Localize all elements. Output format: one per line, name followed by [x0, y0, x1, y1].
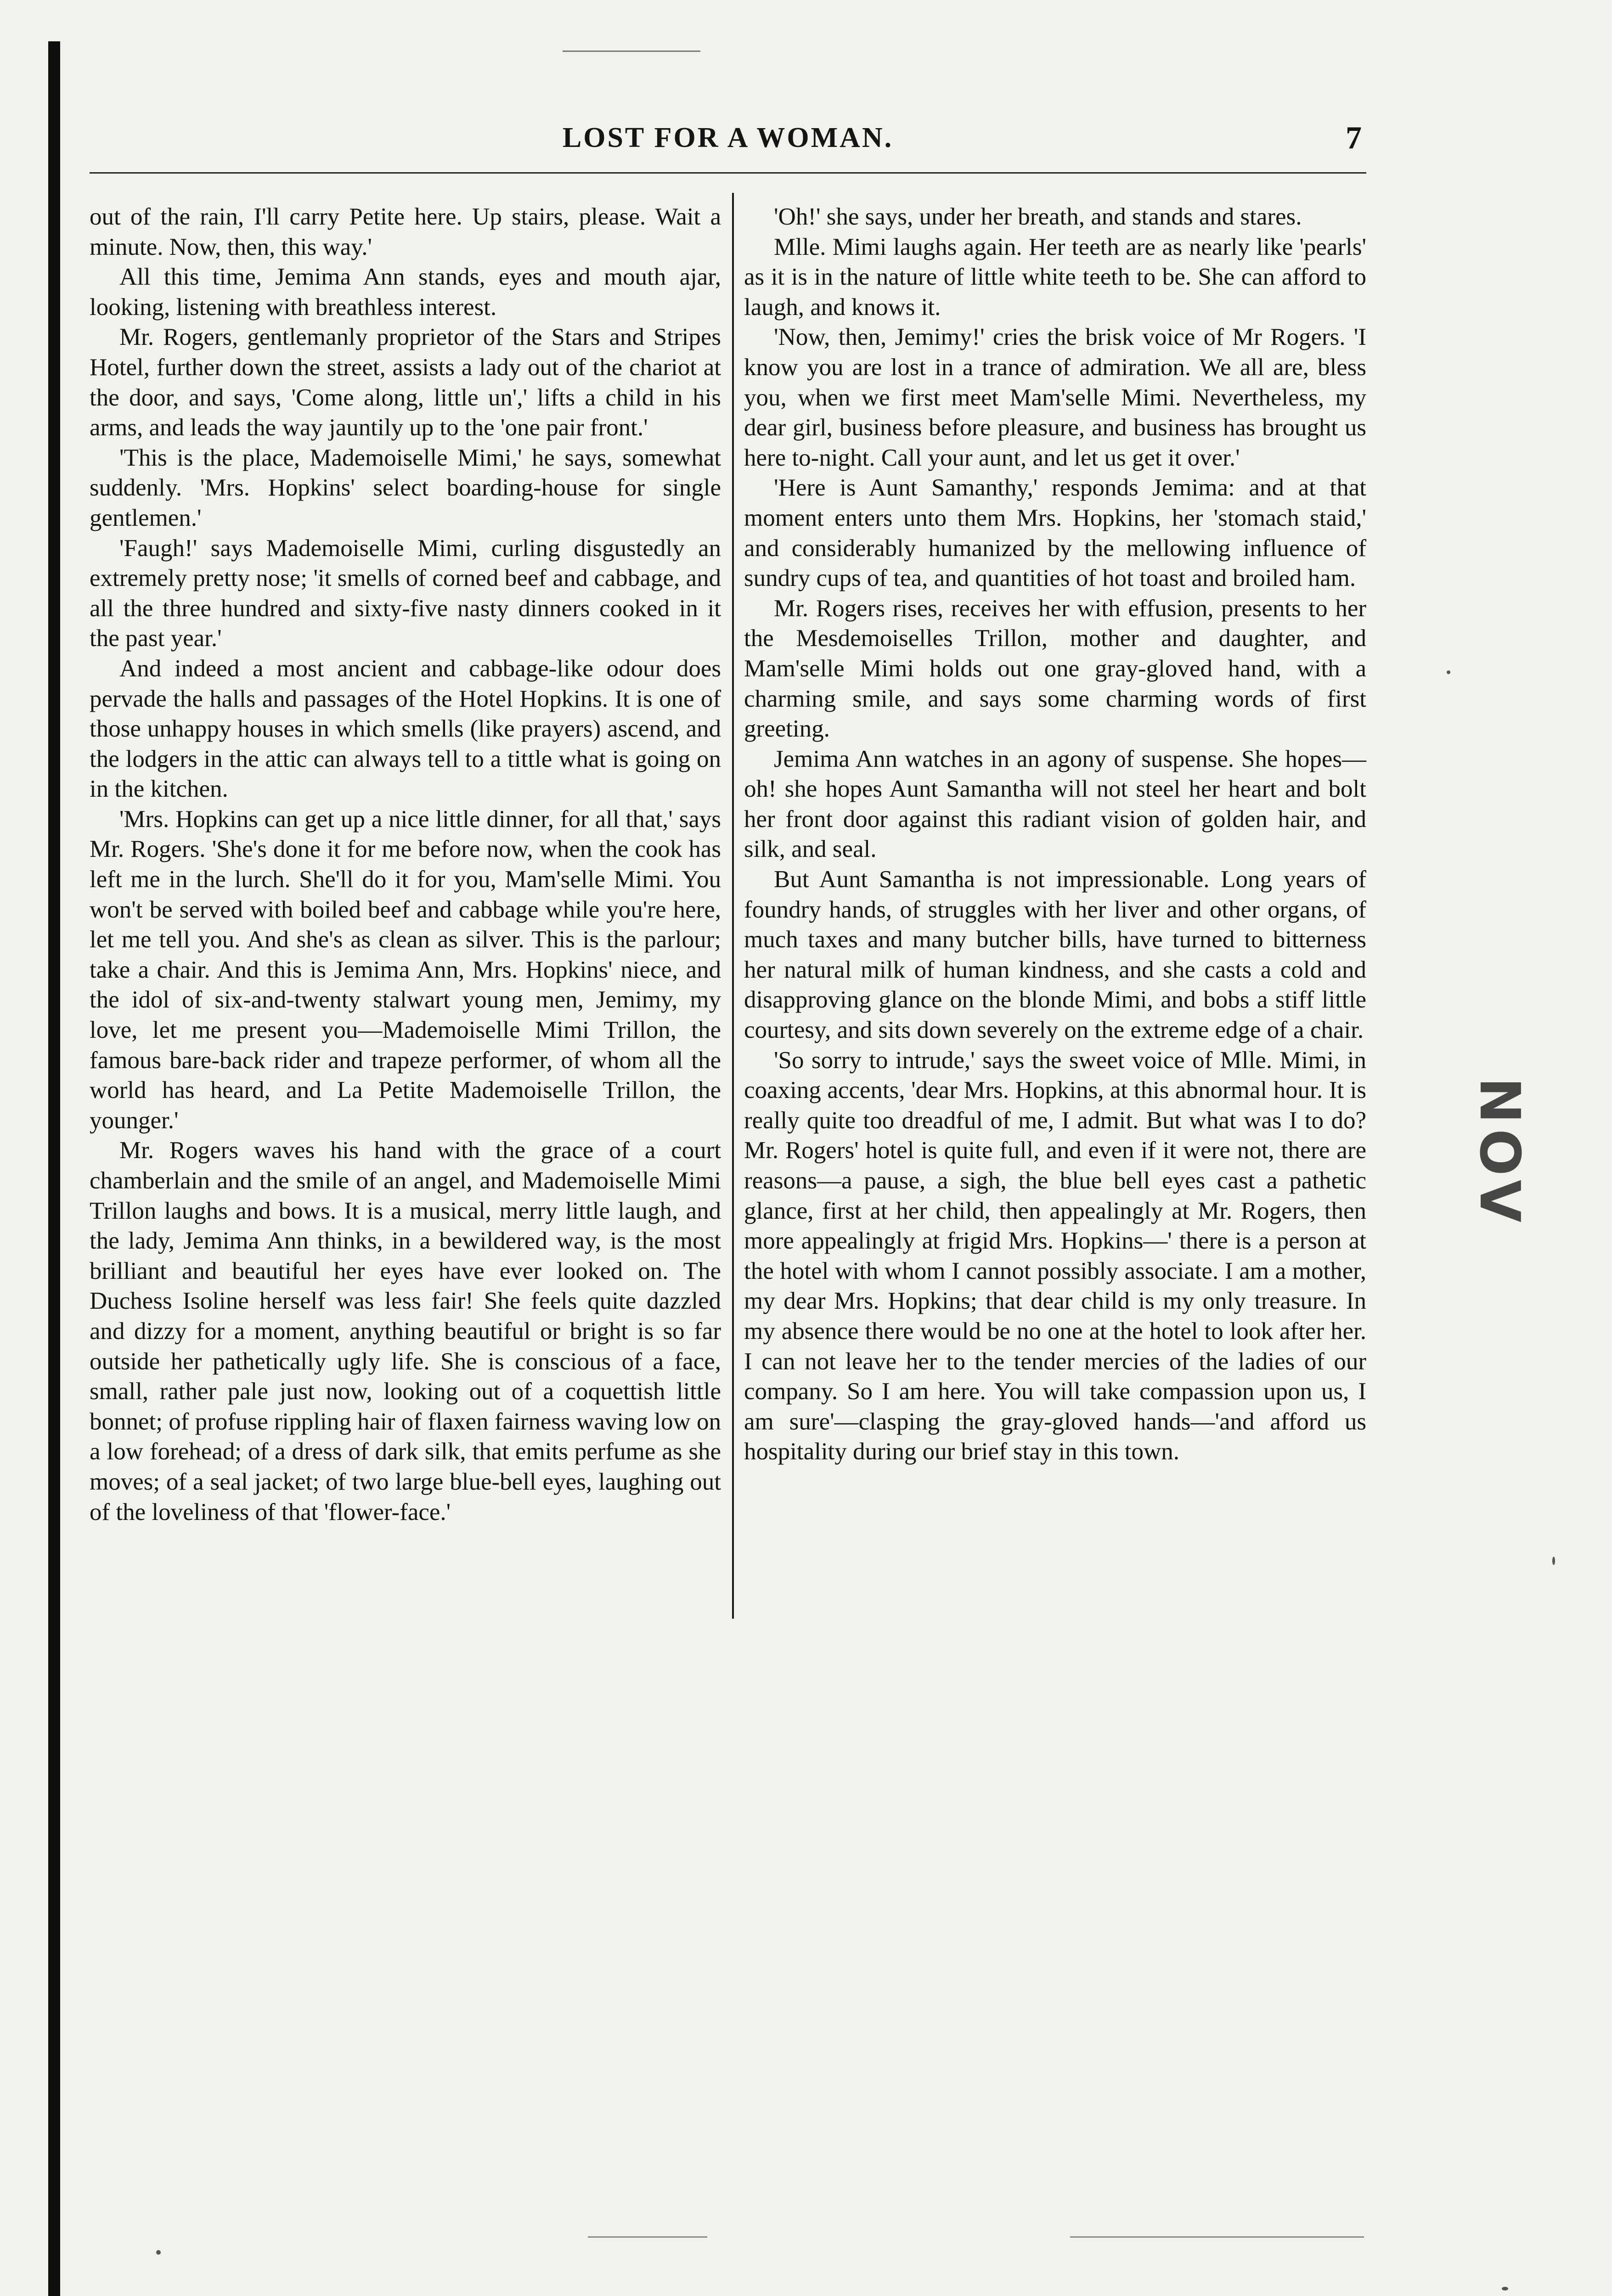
bottom-rule [588, 2236, 707, 2238]
paragraph: Mlle. Mimi laughs again. Her teeth are as nearly like 'pearls' as it is in the nature of little white teeth to be. She can afford to laugh, and knows it. [744, 233, 1366, 321]
scan-speck [156, 2250, 161, 2255]
paragraph: 'Oh!' she says, under her breath, and stands and stares. [774, 203, 1302, 230]
paragraph: Mr. Rogers rises, receives her with effusion, presents to her the Mesdemoiselles Trillon, mother and daughter, and Mam'selle Mimi holds out one gray-gloved hand, with a charming smile, and says some charming words of first greeting. [744, 595, 1366, 743]
margin-stamp: NOV [1467, 1077, 1532, 1228]
paragraph: Mr. Rogers, gentlemanly proprietor of the Stars and Stripes Hotel, further down the street, assists a lady out of the chariot at the door, and says, 'Come along, little un',' lifts a child in his arms, and leads the way jauntily up to the 'one pair front.' [90, 324, 721, 441]
paragraph: 'This is the place, Mademoiselle Mimi,' he says, somewhat suddenly. 'Mrs. Hopkins' select boarding-house for single gentlemen.' [90, 444, 721, 531]
running-head: LOST FOR A WOMAN. [562, 122, 894, 153]
paragraph: And indeed a most ancient and cabbage-like odour does pervade the halls and passages of the Hotel Hopkins. It is one of those unhappy houses in which smells (like prayers) ascend, and the lodgers in the attic can always tell to a tittle what is going on in the kitchen. [90, 655, 721, 803]
paragraph: 'Now, then, Jemimy!' cries the brisk voice of Mr Rogers. 'I know you are lost in a trance of admiration. We all are, bless you, when we first meet Mam'selle Mimi. Nevertheless, my dear girl, business before pleasure, and business has brought us here to-night. Call your aunt, and let us get it over.' [744, 324, 1366, 471]
paragraph: Mr. Rogers waves his hand with the grace of a court chamberlain and the smile of an angel, and Mademoiselle Mimi Trillon laughs and bows. It is a musical, merry little laugh, and the lady, Jemima Ann thinks, in a bewildered way, is the most brilliant and beautiful her eyes have ever looked on. The Duchess Isoline herself was less fair! She feels quite dazzled and dizzy for a moment, anything beautiful or bright is so far outside her pathetically ugly life. She is conscious of a face, small, rather pale just now, looking out of a coquettish little bonnet; of profuse rippling hair of flaxen fairness waving low on a low forehead; of a dress of dark silk, that emits perfume as she moves; of a seal jacket; of two large blue-bell eyes, laughing out of the loveliness of that 'flower-face.' [90, 1137, 721, 1525]
right-column [744, 202, 1366, 1467]
paragraph: But Aunt Samantha is not impressionable. Long years of foundry hands, of struggles with her liver and other organs, of much taxes and many butcher bills, have turned to bitterness her natural milk of human kindness, and she casts a cold and disapproving glance on the blonde Mimi, and bobs a stiff little courtesy, and sits down severely on the extreme edge of a chair. [744, 866, 1366, 1044]
top-mark [563, 51, 700, 52]
scan-speck [1502, 2287, 1508, 2290]
bottom-rule [1070, 2236, 1364, 2238]
binding-edge [48, 41, 60, 2296]
left-column [90, 202, 721, 1527]
paragraph: Jemima Ann watches in an agony of suspense. She hopes—oh! she hopes Aunt Samantha will not steel her heart and bolt her front door against this radiant vision of golden hair, and silk, and seal. [744, 745, 1366, 863]
column-divider [732, 193, 734, 1619]
paragraph: 'Mrs. Hopkins can get up a nice little dinner, for all that,' says Mr. Rogers. 'She's done it for me before now, when the cook has left me in the lurch. She'll do it for you, Mam'selle Mimi. You won't be served with boiled beef and cabbage while you're here, let me tell you. And she's as clean as silver. This is the parlour; take a chair. And this is Jemima Ann, Mrs. Hopkins' niece, and the idol of six-and-twenty stalwart young men, Jemimy, my love, let me present you—Mademoiselle Mimi Trillon, the famous bare-back rider and trapeze performer, of whom all the world has heard, and La Petite Mademoiselle Trillon, the younger.' [90, 805, 721, 1134]
page-header [90, 122, 1366, 172]
paragraph: out of the rain, I'll carry Petite here. Up stairs, please. Wait a minute. Now, then, this way.' [90, 203, 721, 260]
header-rule [90, 172, 1366, 174]
scan-speck [1447, 670, 1450, 674]
paragraph: 'Faugh!' says Mademoiselle Mimi, curling disgustedly an extremely pretty nose; 'it smells of corned beef and cabbage, and all the three hundred and sixty-five nasty dinners cooked in it the past year.' [90, 535, 721, 652]
scan-speck [1552, 1557, 1555, 1565]
paragraph: All this time, Jemima Ann stands, eyes and mouth ajar, looking, listening with breathless interest. [90, 264, 721, 321]
page-number: 7 [1346, 120, 1362, 156]
paragraph: 'Here is Aunt Samanthy,' responds Jemima: and at that moment enters unto them Mrs. Hopkins, her 'stomach staid,' and considerably humanized by the mellowing influence of sundry cups of tea, and quantities of hot toast and broiled ham. [744, 474, 1366, 592]
paragraph: 'So sorry to intrude,' says the sweet voice of Mlle. Mimi, in coaxing accents, 'dear Mrs. Hopkins, at this abnormal hour. It is really quite too dreadful of me, I admit. But what was I to do? Mr. Rogers' hotel is quite full, and even if it were not, there are reasons—a pause, a sigh, the blue bell eyes cast a pathetic glance, first at her child, then appealingly at Mr. Rogers, then more appealingly at frigid Mrs. Hopkins—' there is a person at the hotel with whom I cannot possibly associate. I am a mother, my dear Mrs. Hopkins; that dear child is my only treasure. In my absence there would be no one at the hotel to look after her. I can not leave her to the tender mercies of the ladies of our company. So I am here. You will take compassion upon us, I am sure'—clasping the gray-gloved hands—'and afford us hospitality during our brief stay in this town. [744, 1047, 1366, 1465]
